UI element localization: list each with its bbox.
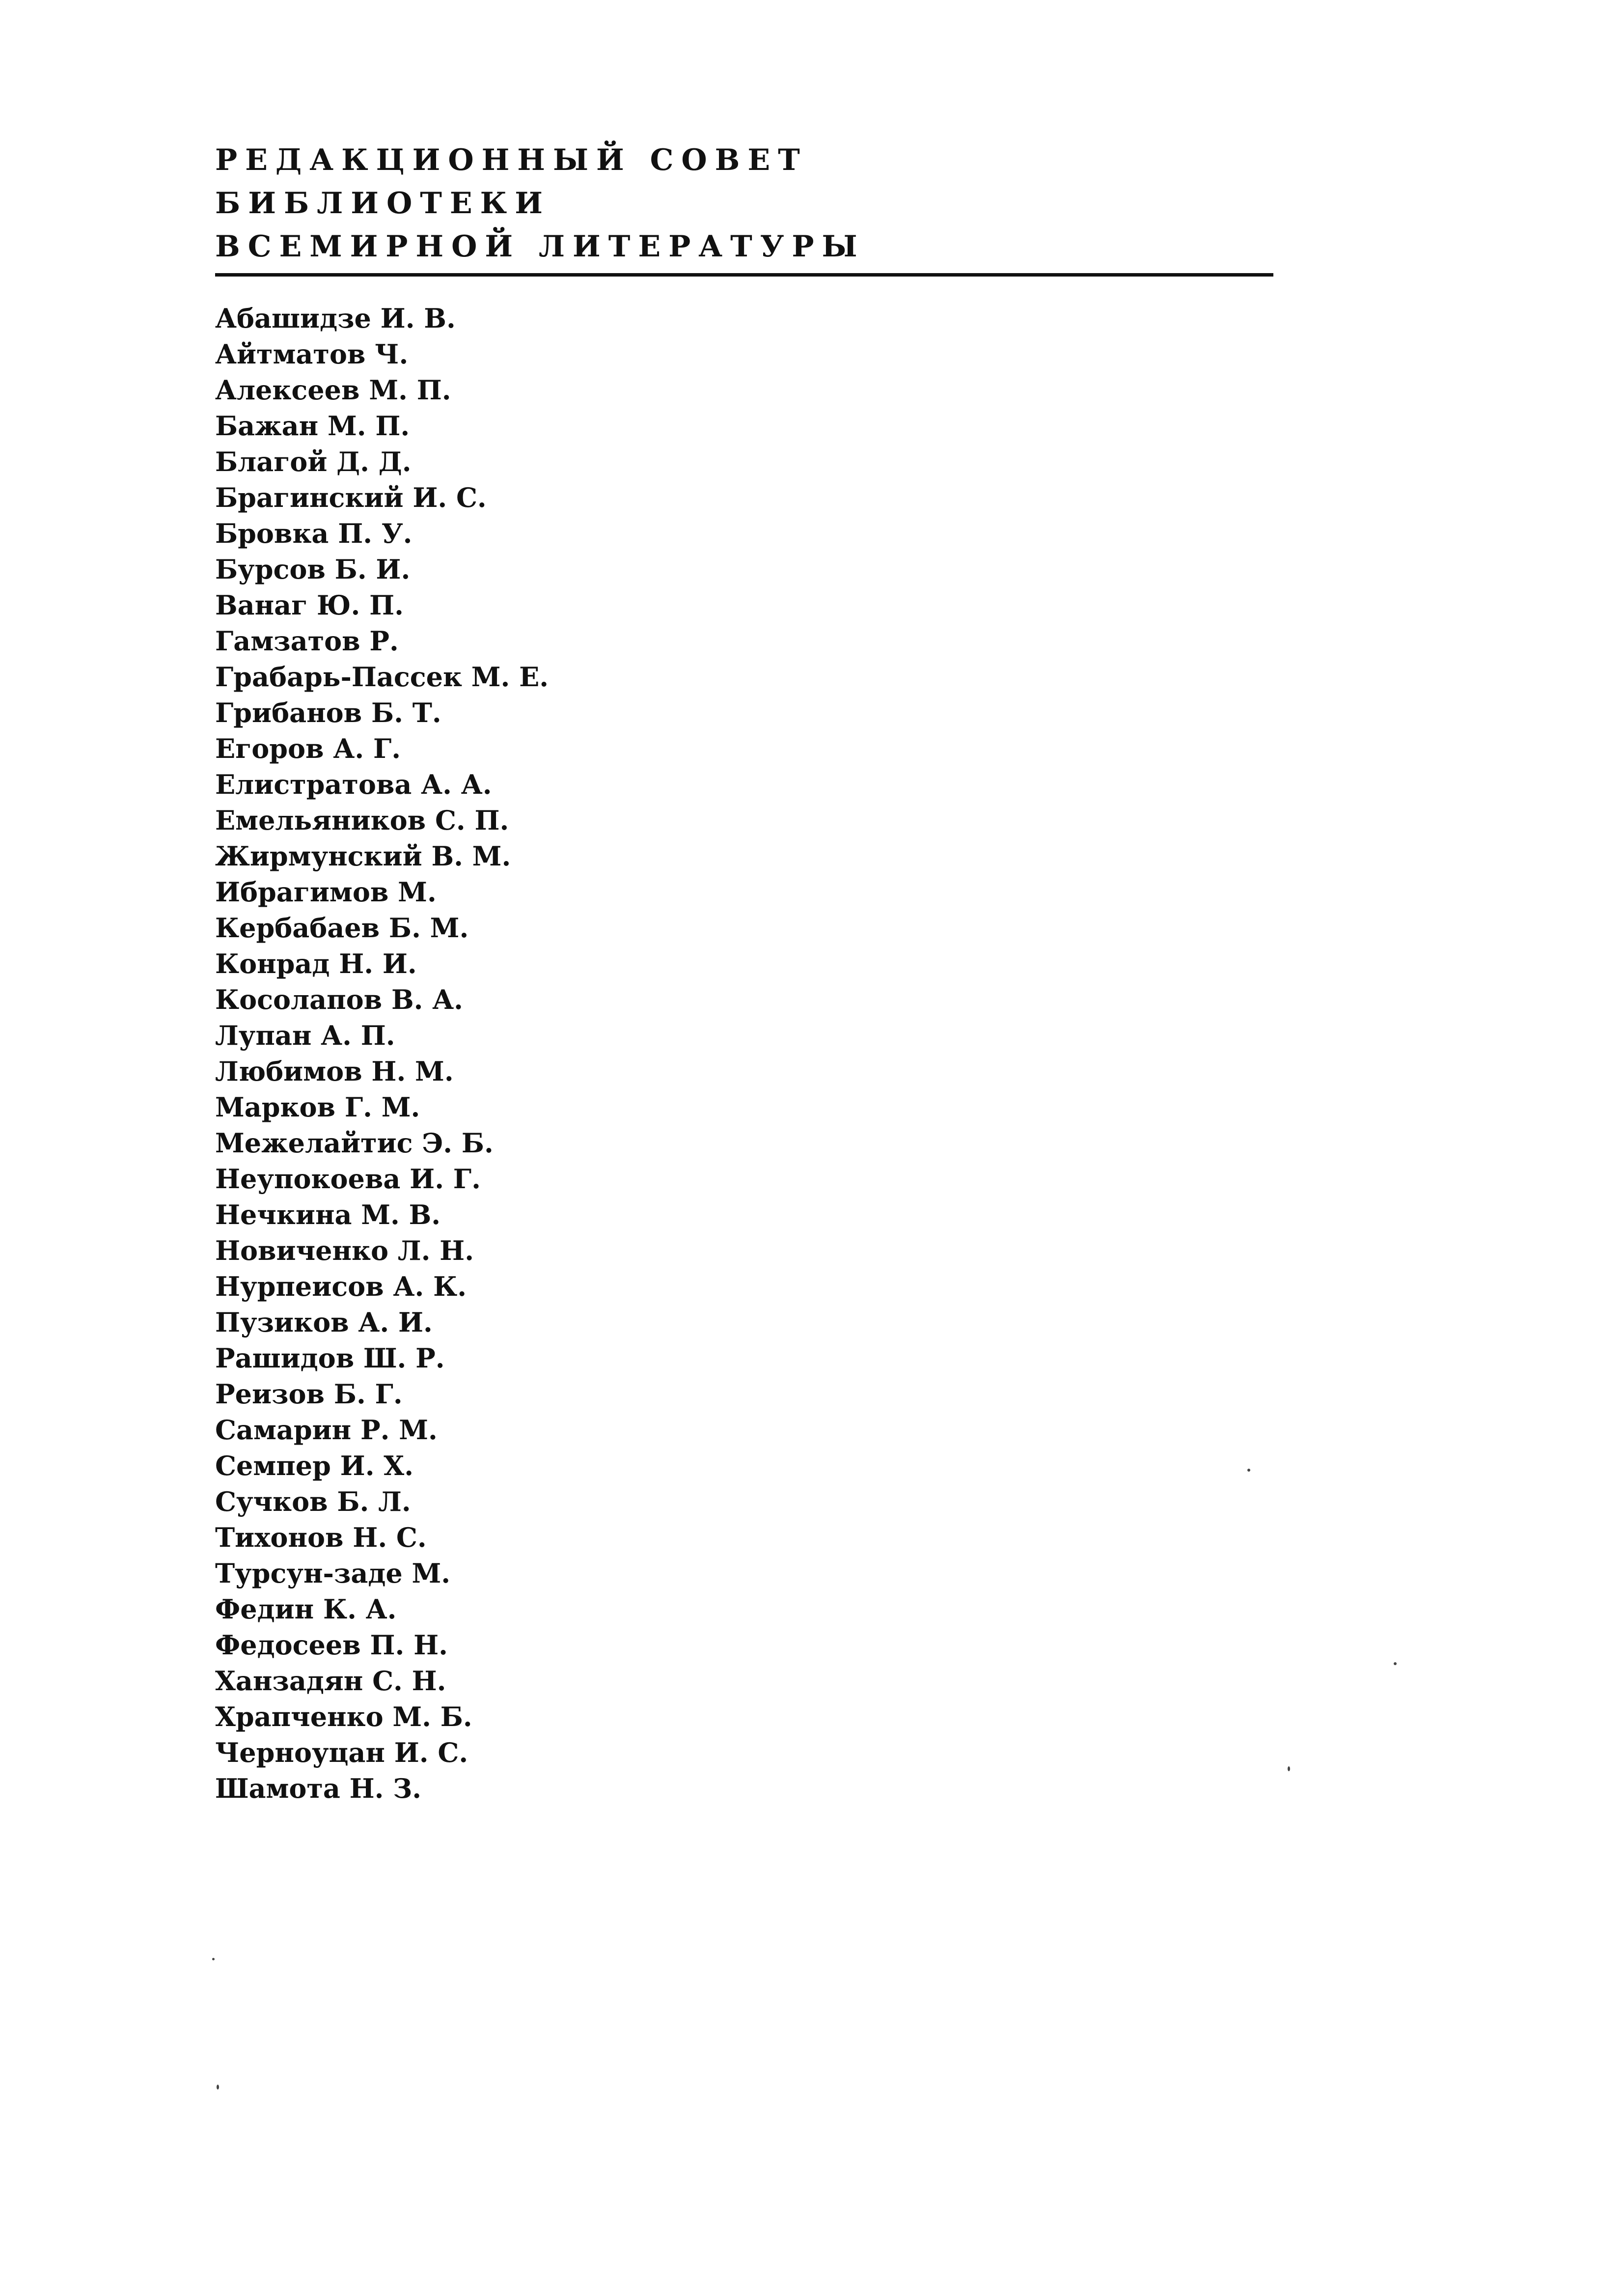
member-name: Благой Д. Д. — [215, 446, 412, 477]
scan-speck — [212, 1958, 215, 1960]
member-name: Сучков Б. Л. — [215, 1486, 411, 1517]
member-name: Тихонов Н. С. — [215, 1522, 427, 1553]
member-name: Ванаг Ю. П. — [215, 589, 404, 621]
member-name: Грибанов Б. Т. — [215, 697, 441, 728]
member-name: Черноуцан И. С. — [215, 1737, 468, 1768]
member-name: Реизов Б. Г. — [215, 1378, 403, 1410]
member-name: Бажан М. П. — [215, 410, 410, 442]
member-name: Пузиков А. И. — [215, 1307, 433, 1338]
member-name: Новиченко Л. Н. — [215, 1235, 474, 1266]
member-name: Абашидзе И. В. — [215, 303, 456, 334]
member-name: Бровка П. У. — [215, 518, 413, 549]
heading-line-1: РЕДАКЦИОННЫЙ СОВЕТ — [215, 143, 808, 177]
scan-speck — [217, 2085, 219, 2090]
member-name: Любимов Н. М. — [215, 1056, 454, 1087]
heading-line-3: ВСЕМИРНОЙ ЛИТЕРАТУРЫ — [215, 229, 865, 264]
member-name: Храпченко М. Б. — [215, 1701, 472, 1732]
member-name: Нечкина М. В. — [215, 1199, 441, 1230]
member-name: Федосеев П. Н. — [215, 1629, 448, 1661]
member-name: Жирмунский В. М. — [215, 840, 511, 872]
member-name: Рашидов Ш. Р. — [215, 1342, 445, 1374]
member-name: Конрад Н. И. — [215, 948, 417, 979]
member-name: Шамота Н. З. — [215, 1773, 422, 1804]
scan-speck — [1394, 1662, 1397, 1665]
member-name: Бурсов Б. И. — [215, 554, 411, 585]
member-name: Межелайтис Э. Б. — [215, 1127, 494, 1159]
members-list — [215, 301, 549, 1807]
scan-speck — [1247, 1469, 1250, 1472]
member-name: Елистратова А. А. — [215, 769, 492, 800]
member-name: Брагинский И. С. — [215, 482, 487, 513]
member-name: Грабарь-Пассек М. Е. — [215, 661, 549, 693]
member-name: Ханзадян С. Н. — [215, 1665, 446, 1697]
member-name: Федин К. А. — [215, 1593, 397, 1625]
member-name: Егоров А. Г. — [215, 733, 401, 764]
scan-speck — [1288, 1766, 1290, 1771]
heading-line-2: БИБЛИОТЕКИ — [215, 186, 551, 221]
member-name: Лупан А. П. — [215, 1020, 395, 1051]
member-name: Косолапов В. А. — [215, 984, 463, 1015]
member-name: Самарин Р. М. — [215, 1414, 438, 1446]
member-name: Гамзатов Р. — [215, 625, 399, 657]
member-name: Ибрагимов М. — [215, 876, 437, 908]
heading-divider — [215, 273, 1273, 277]
member-name: Нурпеисов А. К. — [215, 1271, 467, 1302]
member-name: Алексеев М. П. — [215, 374, 451, 406]
member-name: Турсун-заде М. — [215, 1558, 451, 1589]
member-name: Айтматов Ч. — [215, 338, 409, 370]
member-name: Марков Г. М. — [215, 1091, 420, 1123]
member-name: Семпер И. Х. — [215, 1450, 413, 1481]
member-name: Кербабаев Б. М. — [215, 912, 469, 944]
member-name: Неупокоева И. Г. — [215, 1163, 481, 1195]
editorial-board-heading — [215, 139, 865, 268]
member-name: Емельяников С. П. — [215, 805, 509, 836]
